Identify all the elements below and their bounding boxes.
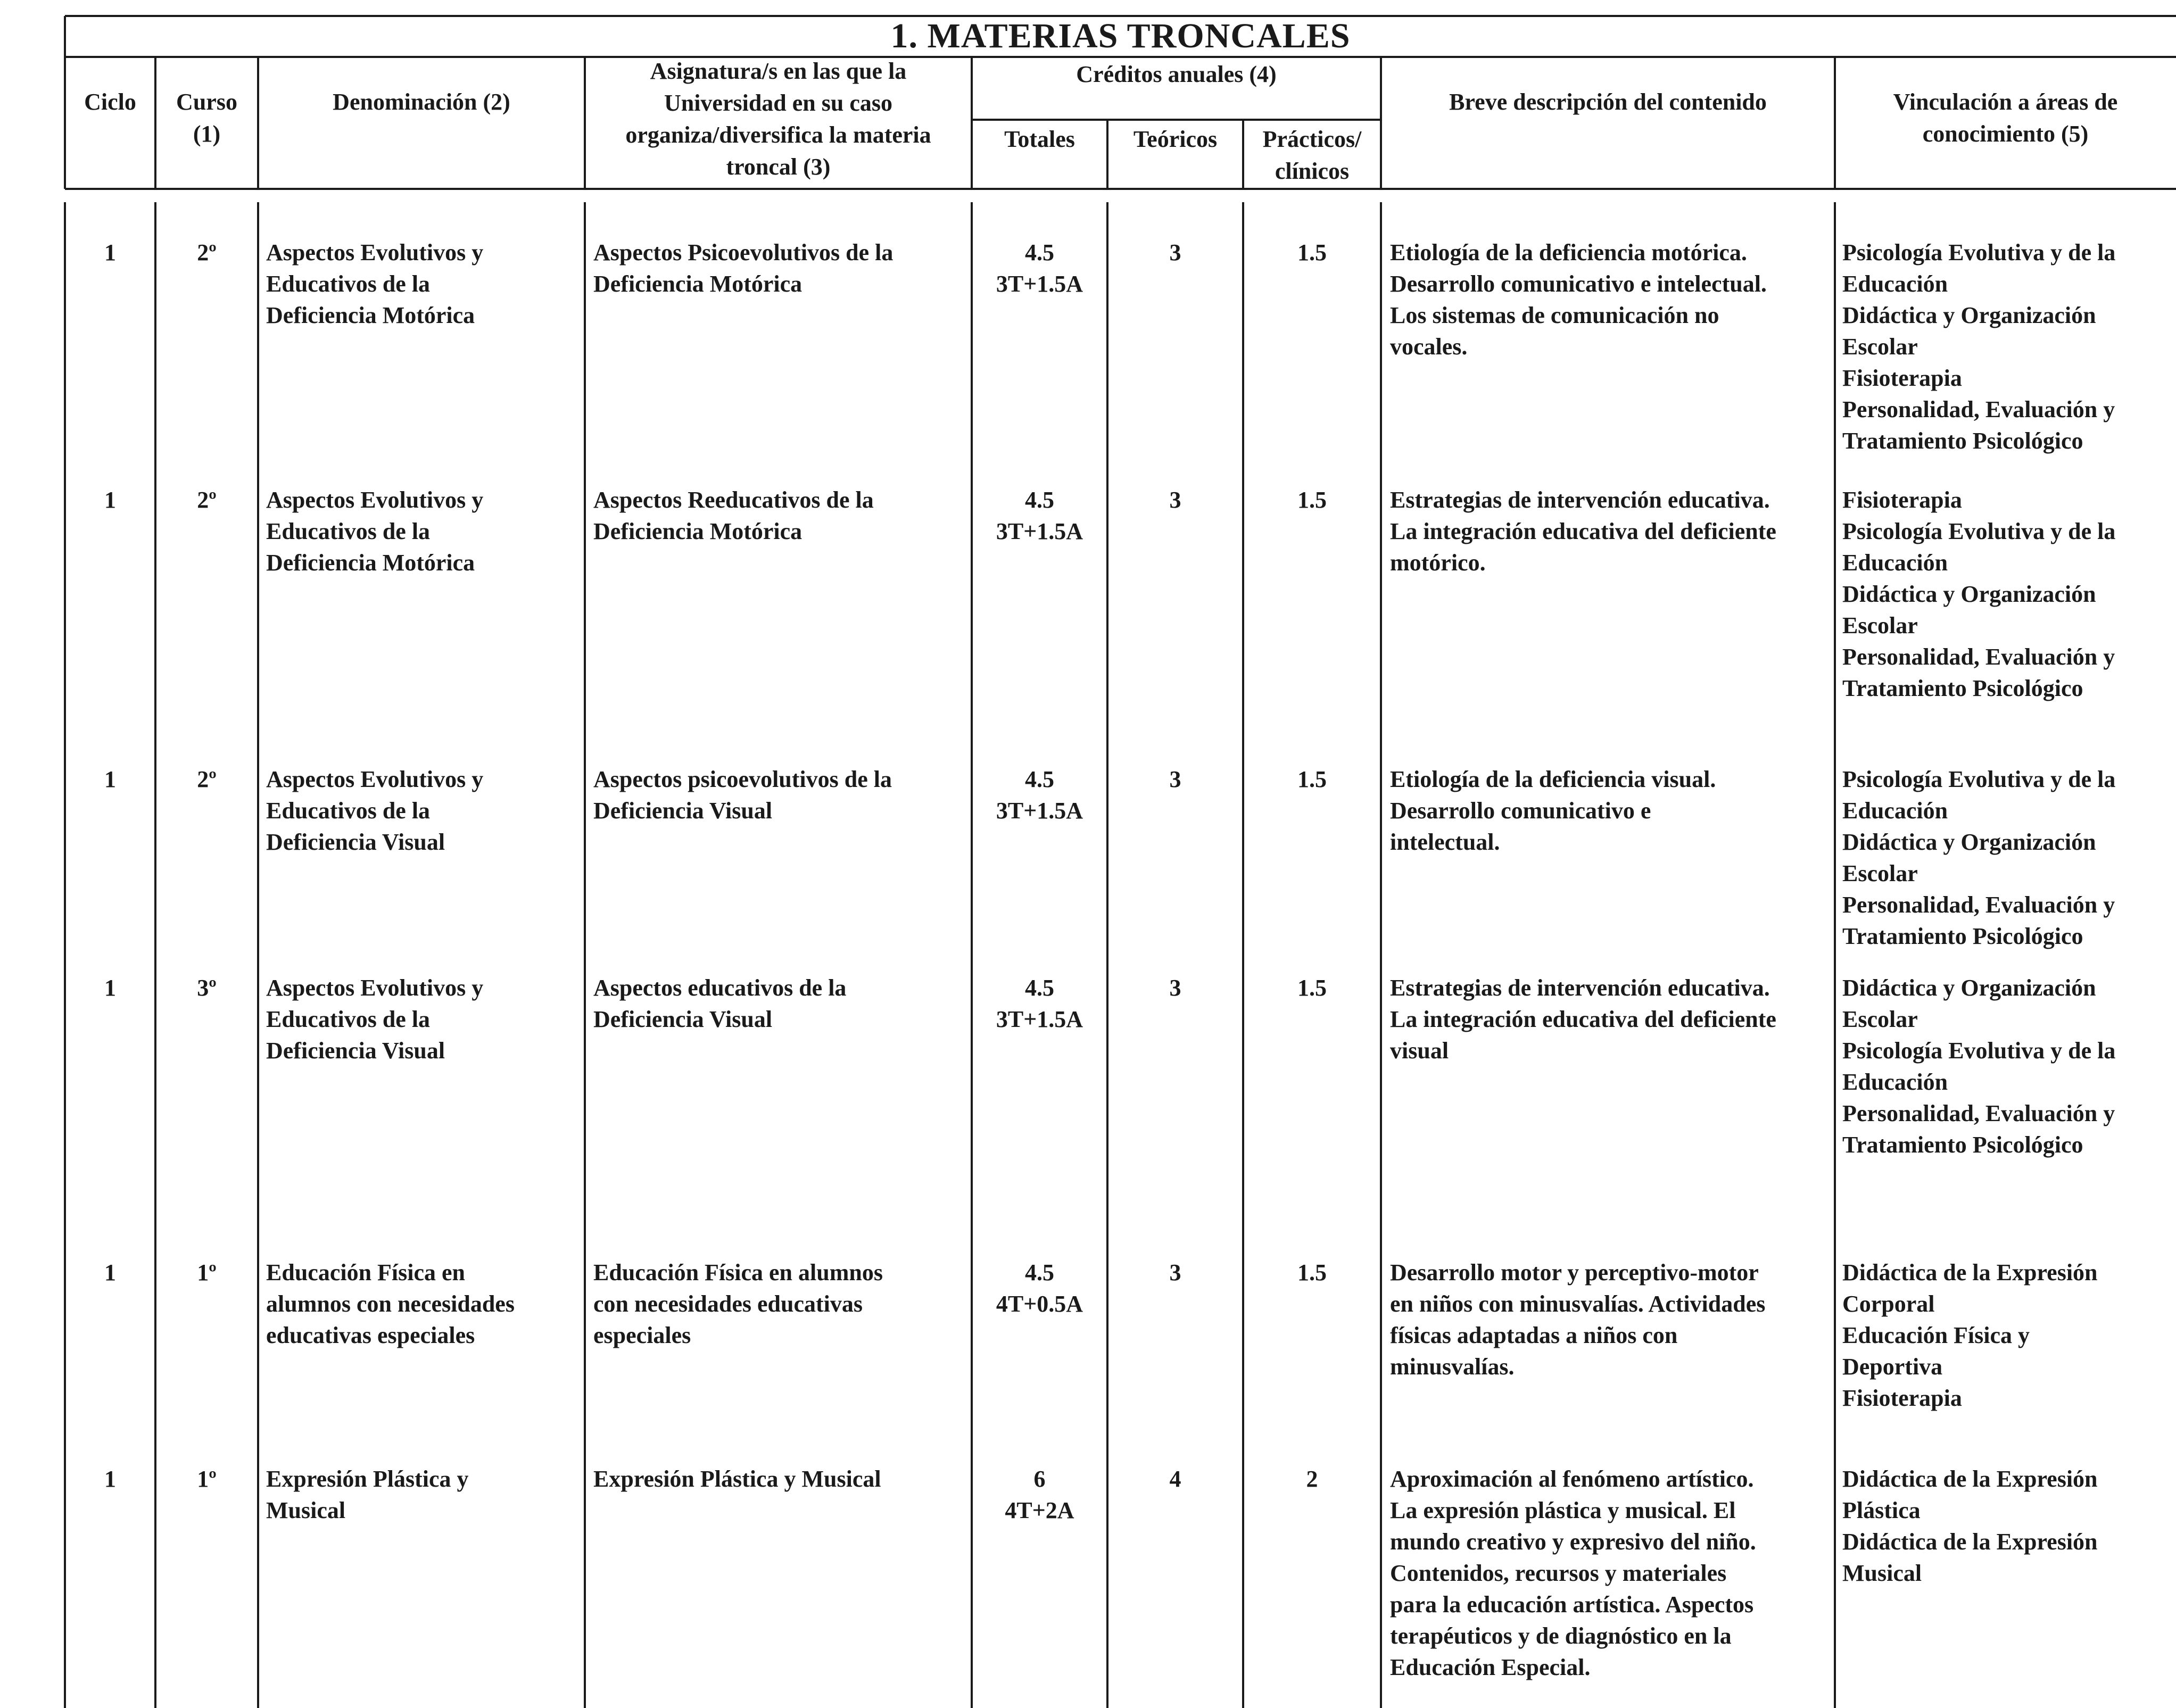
cell-vinculacion: Psicología Evolutiva y de la Educación Didáctica y Organización Escolar Personalidad, Evaluación y Tratamiento Psicológico (1842, 766, 2116, 949)
cell-asignatura: Expresión Plástica y Musical (593, 1466, 881, 1492)
cell-totales: 4.5 3T+1.5A (996, 487, 1083, 544)
section-title: 1. MATERIAS TRONCALES (890, 16, 1351, 55)
cell-vinculacion: Didáctica de la Expresión Corporal Educación Física y Deportiva Fisioterapia (1842, 1259, 2098, 1411)
header-practicos: Prácticos/ clínicos (1262, 126, 1362, 184)
cell-denominacion: Aspectos Evolutivos y Educativos de la Deficiencia Motórica (266, 487, 484, 576)
cell-descripcion: Estrategias de intervención educativa. La integración educativa del deficiente visual (1390, 975, 1776, 1064)
cell-vinculacion: Psicología Evolutiva y de la Educación Didáctica y Organización Escolar Fisioterapia Personalidad, Evaluación y Tratamiento Psicológico (1842, 239, 2116, 454)
cell-totales: 4.5 3T+1.5A (996, 239, 1083, 297)
cell-descripcion: Desarrollo motor y perceptivo-motor en niños con minusvalías. Actividades físicas adaptadas a niños con minusvalías. (1390, 1259, 1766, 1380)
header-descripcion: Breve descripción del contenido (1449, 89, 1767, 115)
cell-asignatura: Aspectos educativos de la Deficiencia Visual (593, 975, 847, 1032)
cell-denominacion: Educación Física en alumnos con necesidades educativas especiales (266, 1259, 515, 1348)
cell-teoricos: 4 (1169, 1466, 1181, 1492)
cell-asignatura: Aspectos Psicoevolutivos de la Deficiencia Motórica (593, 239, 893, 297)
cell-curso: 1º (197, 1466, 217, 1492)
cell-asignatura: Educación Física en alumnos con necesidades educativas especiales (593, 1259, 883, 1348)
cell-teoricos: 3 (1169, 975, 1181, 1001)
cell-teoricos: 3 (1169, 487, 1181, 513)
cell-ciclo: 1 (104, 766, 116, 792)
cell-totales: 4.5 4T+0.5A (996, 1259, 1083, 1317)
cell-ciclo: 1 (104, 1259, 116, 1286)
cell-curso: 1º (197, 1259, 217, 1286)
cell-descripcion: Etiología de la deficiencia motórica. Desarrollo comunicativo e intelectual. Los sistemas de comunicación no vocales. (1390, 239, 1767, 360)
cell-teoricos: 3 (1169, 766, 1181, 792)
cell-ciclo: 1 (104, 239, 116, 266)
header-totales: Totales (1004, 126, 1075, 152)
cell-teoricos: 3 (1169, 1259, 1181, 1286)
cell-denominacion: Expresión Plástica y Musical (266, 1466, 469, 1523)
cell-vinculacion: Didáctica de la Expresión Plástica Didáctica de la Expresión Musical (1842, 1466, 2098, 1586)
cell-denominacion: Aspectos Evolutivos y Educativos de la Deficiencia Visual (266, 975, 484, 1064)
header-denominacion: Denominación (2) (333, 89, 510, 115)
cell-practicos: 1.5 (1297, 975, 1327, 1001)
cell-vinculacion: Fisioterapia Psicología Evolutiva y de la Educación Didáctica y Organización Escolar Personalidad, Evaluación y Tratamiento Psicológico (1842, 487, 2116, 701)
cell-totales: 4.5 3T+1.5A (996, 975, 1083, 1032)
cell-totales: 6 4T+2A (1005, 1466, 1074, 1523)
cell-descripcion: Estrategias de intervención educativa. La integración educativa del deficiente motórico. (1390, 487, 1776, 576)
cell-practicos: 2 (1306, 1466, 1318, 1492)
header-asignaturas: Asignatura/s en las que la Universidad en su caso organiza/diversifica la materia troncal (3) (625, 58, 931, 180)
cell-practicos: 1.5 (1297, 239, 1327, 266)
cell-curso: 2º (197, 487, 217, 513)
cell-practicos: 1.5 (1297, 1259, 1327, 1286)
cell-curso: 2º (197, 239, 217, 266)
cell-asignatura: Aspectos psicoevolutivos de la Deficiencia Visual (593, 766, 892, 824)
header-ciclo: Ciclo (84, 89, 136, 115)
header-creditos: Créditos anuales (4) (1076, 61, 1277, 87)
cell-practicos: 1.5 (1297, 487, 1327, 513)
cell-totales: 4.5 3T+1.5A (996, 766, 1083, 824)
cell-curso: 2º (197, 766, 217, 792)
cell-curso: 3º (197, 975, 217, 1001)
cell-practicos: 1.5 (1297, 766, 1327, 792)
header-vinculacion: Vinculación a áreas de conocimiento (5) (1893, 89, 2118, 147)
cell-denominacion: Aspectos Evolutivos y Educativos de la Deficiencia Motórica (266, 239, 484, 328)
header-curso: Curso (1) (176, 89, 237, 147)
cell-ciclo: 1 (104, 1466, 116, 1492)
cell-ciclo: 1 (104, 487, 116, 513)
cell-descripcion: Aproximación al fenómeno artístico. La expresión plástica y musical. El mundo creativo y expresivo del niño. Contenidos, recursos y materiales para la educación artística. Aspectos terapéuticos y de diagnóstico en la Educación Especial. (1390, 1466, 1756, 1680)
cell-denominacion: Aspectos Evolutivos y Educativos de la Deficiencia Visual (266, 766, 484, 855)
cell-descripcion: Etiología de la deficiencia visual. Desarrollo comunicativo e intelectual. (1390, 766, 1716, 855)
cell-asignatura: Aspectos Reeducativos de la Deficiencia Motórica (593, 487, 874, 544)
cell-ciclo: 1 (104, 975, 116, 1001)
cell-teoricos: 3 (1169, 239, 1181, 266)
cell-vinculacion: Didáctica y Organización Escolar Psicología Evolutiva y de la Educación Personalidad, Evaluación y Tratamiento Psicológico (1842, 975, 2116, 1158)
header-teoricos: Teóricos (1133, 126, 1218, 152)
